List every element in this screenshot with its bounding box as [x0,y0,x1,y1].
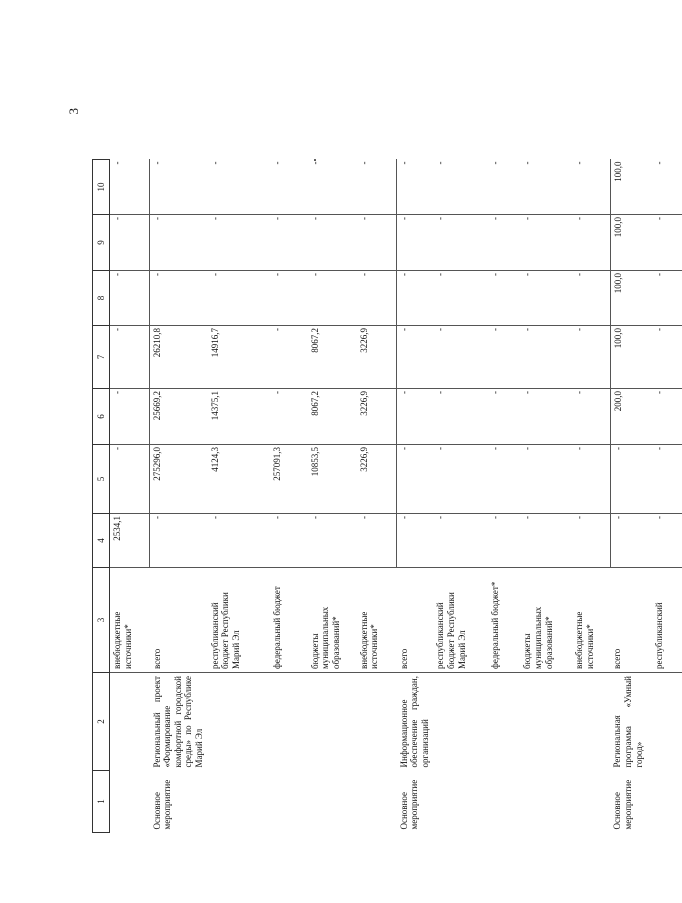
amount-cell-col-7: - [520,326,572,389]
scan-speck [314,160,316,162]
amount-cell-col-9: - [150,215,208,271]
amount-cell-col-9: - [110,215,150,271]
amount-cell-col-6: 14375,1 [208,389,270,445]
event-type-cell [520,771,572,833]
amount-cell-col-4: - [397,514,434,568]
amount-cell-col-8: - [208,271,270,326]
amount-cell-col-6: - [652,389,682,445]
amount-cell-col-9: - [308,215,357,271]
event-type-cell [433,771,488,833]
amount-cell-col-6: - [433,389,488,445]
event-type-cell: Основное мероприятие [612,779,633,830]
amount-cell-col-10: - [572,160,610,215]
amount-cell-col-4: - [150,514,208,568]
amount-cell-col-7: 8067,2 [308,326,357,389]
table-row [652,160,682,833]
amount-cell-col-8: - [433,271,488,326]
amount-cell-col-6: 8067,2 [308,389,357,445]
event-name-cell [433,673,488,771]
column-number-6: 6 [93,389,110,445]
amount-cell-col-8: - [357,271,397,326]
table-row [270,160,308,833]
amount-cell-col-9: - [520,215,572,271]
amount-cell-col-6: - [572,389,610,445]
table-row [433,160,488,833]
amount-cell-col-5: 257091,3 [270,445,308,514]
funding-source-cell: внебюджетные источники* [572,568,610,673]
amount-cell-col-5: - [433,445,488,514]
amount-cell-col-6: - [520,389,572,445]
amount-cell-col-6: 200,0 [610,389,652,445]
amount-cell-col-6: 25669,2 [150,389,208,445]
amount-cell-col-10: - [652,160,682,215]
amount-cell-col-10: - [208,160,270,215]
table-row [208,160,270,833]
event-type-cell: Основное мероприятие [151,779,173,830]
table-row [308,160,357,833]
amount-cell-col-10: - [110,160,150,215]
funding-source-cell: бюджеты муниципальных образований* [520,568,572,673]
amount-cell-col-5: - [397,445,434,514]
amount-cell-col-8: - [572,271,610,326]
amount-cell-col-4: - [270,514,308,568]
table-row [520,160,572,833]
amount-cell-col-4: - [520,514,572,568]
page-number: 3 [66,108,81,115]
event-name-cell [572,673,610,771]
amount-cell-col-8: - [397,271,434,326]
amount-cell-col-8: - [150,271,208,326]
funding-source-cell: всего [150,568,208,673]
amount-cell-col-9: - [208,215,270,271]
amount-cell-col-10: - [397,160,434,215]
amount-cell-col-6: - [488,389,520,445]
amount-cell-col-9: - [397,215,434,271]
amount-cell-col-7: 3226,9 [357,326,397,389]
event-type-cell [488,771,520,833]
amount-cell-col-5: 3226,9 [357,445,397,514]
amount-cell-col-10: - [520,160,572,215]
table-row [397,160,434,833]
amount-cell-col-10: - [308,160,357,215]
amount-cell-col-4: - [208,514,270,568]
funding-source-cell: федеральный бюджет* [488,568,520,673]
amount-cell-col-6: 3226,9 [357,389,397,445]
event-type-cell [308,771,357,833]
amount-cell-col-7: - [652,326,682,389]
amount-cell-col-8: - [652,271,682,326]
amount-cell-col-9: - [433,215,488,271]
funding-source-cell: республиканский бюджет Республики Марий Эл [433,568,488,673]
column-number-row [93,160,110,833]
amount-cell-col-7: - [110,326,150,389]
amount-cell-col-8: - [520,271,572,326]
event-type-cell [270,771,308,833]
column-number-3: 3 [93,568,110,673]
funding-source-cell: федеральный бюджет [270,568,308,673]
amount-cell-col-7: 100,0 [610,326,652,389]
amount-cell-col-4: - [308,514,357,568]
amount-cell-col-4: - [572,514,610,568]
event-name-cell: Региональный проект «Формирование комфортной городской среды» по Республике Марий Эл [151,676,204,768]
event-name-cell [652,673,682,771]
table-row [150,160,208,833]
event-type-cell [572,771,610,833]
amount-cell-col-4: - [652,514,682,568]
column-number-1: 1 [93,771,110,833]
amount-cell-col-9: - [652,215,682,271]
event-name-cell [110,673,150,771]
amount-cell-col-7: 14916,7 [208,326,270,389]
amount-cell-col-8: - [488,271,520,326]
amount-cell-col-5: - [610,445,652,514]
amount-cell-col-5: - [572,445,610,514]
event-type-cell [652,771,682,833]
table-row [357,160,397,833]
amount-cell-col-7: - [433,326,488,389]
column-number-8: 8 [93,271,110,326]
amount-cell-col-4: - [357,514,397,568]
amount-cell-col-4: - [610,514,652,568]
column-number-7: 7 [93,326,110,389]
amount-cell-col-10: - [488,160,520,215]
amount-cell-col-5: 10853,5 [308,445,357,514]
column-number-4: 4 [93,514,110,568]
event-name-cell [520,673,572,771]
event-name-cell [488,673,520,771]
event-name-cell [270,673,308,771]
event-name-cell [357,673,397,771]
funding-table [92,159,682,833]
column-number-2: 2 [93,673,110,771]
amount-cell-col-10: - [433,160,488,215]
amount-cell-col-4: - [433,514,488,568]
table-row [572,160,610,833]
amount-cell-col-8: - [270,271,308,326]
column-number-10: 10 [93,160,110,215]
amount-cell-col-7: 26210,8 [150,326,208,389]
funding-source-cell: республиканский [652,568,682,673]
funding-source-cell: внебюджетные источники* [110,568,150,673]
column-number-9: 9 [93,215,110,271]
event-name-cell: Региональная программа «Умный город» [612,676,644,768]
event-type-cell [110,771,150,833]
amount-cell-col-10: - [270,160,308,215]
event-name-cell [208,673,270,771]
amount-cell-col-10: - [357,160,397,215]
amount-cell-col-8: - [110,271,150,326]
event-name-cell [308,673,357,771]
amount-cell-col-5: 4124,3 [208,445,270,514]
amount-cell-col-10: 100,0 [610,160,652,215]
amount-cell-col-7: - [270,326,308,389]
amount-cell-col-6: - [270,389,308,445]
amount-cell-col-5: - [488,445,520,514]
amount-cell-col-9: - [270,215,308,271]
event-type-cell [208,771,270,833]
funding-source-cell: всего [397,568,434,673]
table-row [488,160,520,833]
amount-cell-col-8: - [308,271,357,326]
amount-cell-col-9: 100,0 [610,215,652,271]
table-row [110,160,150,833]
amount-cell-col-9: - [572,215,610,271]
amount-cell-col-9: - [357,215,397,271]
funding-source-cell: республиканский бюджет Республики Марий Эл [208,568,270,673]
event-type-cell [357,771,397,833]
event-name-cell: Информационное обеспечение граждан, организаций [398,676,430,768]
amount-cell-col-5: - [652,445,682,514]
table-row [610,160,652,833]
amount-cell-col-5: 275296,0 [150,445,208,514]
amount-cell-col-8: 100,0 [610,271,652,326]
amount-cell-col-5: - [110,445,150,514]
amount-cell-col-7: - [488,326,520,389]
amount-cell-col-10: - [150,160,208,215]
amount-cell-col-4: 2534,1 [110,514,150,568]
amount-cell-col-7: - [397,326,434,389]
amount-cell-col-5: - [520,445,572,514]
column-number-5: 5 [93,445,110,514]
amount-cell-col-9: - [488,215,520,271]
amount-cell-col-6: - [110,389,150,445]
funding-source-cell: внебюджетные источники* [357,568,397,673]
funding-source-cell: всего [610,568,652,673]
event-type-cell: Основное мероприятие [398,779,420,830]
amount-cell-col-7: - [572,326,610,389]
amount-cell-col-6: - [397,389,434,445]
amount-cell-col-4: - [488,514,520,568]
funding-source-cell: бюджеты муниципальных образований* [308,568,357,673]
